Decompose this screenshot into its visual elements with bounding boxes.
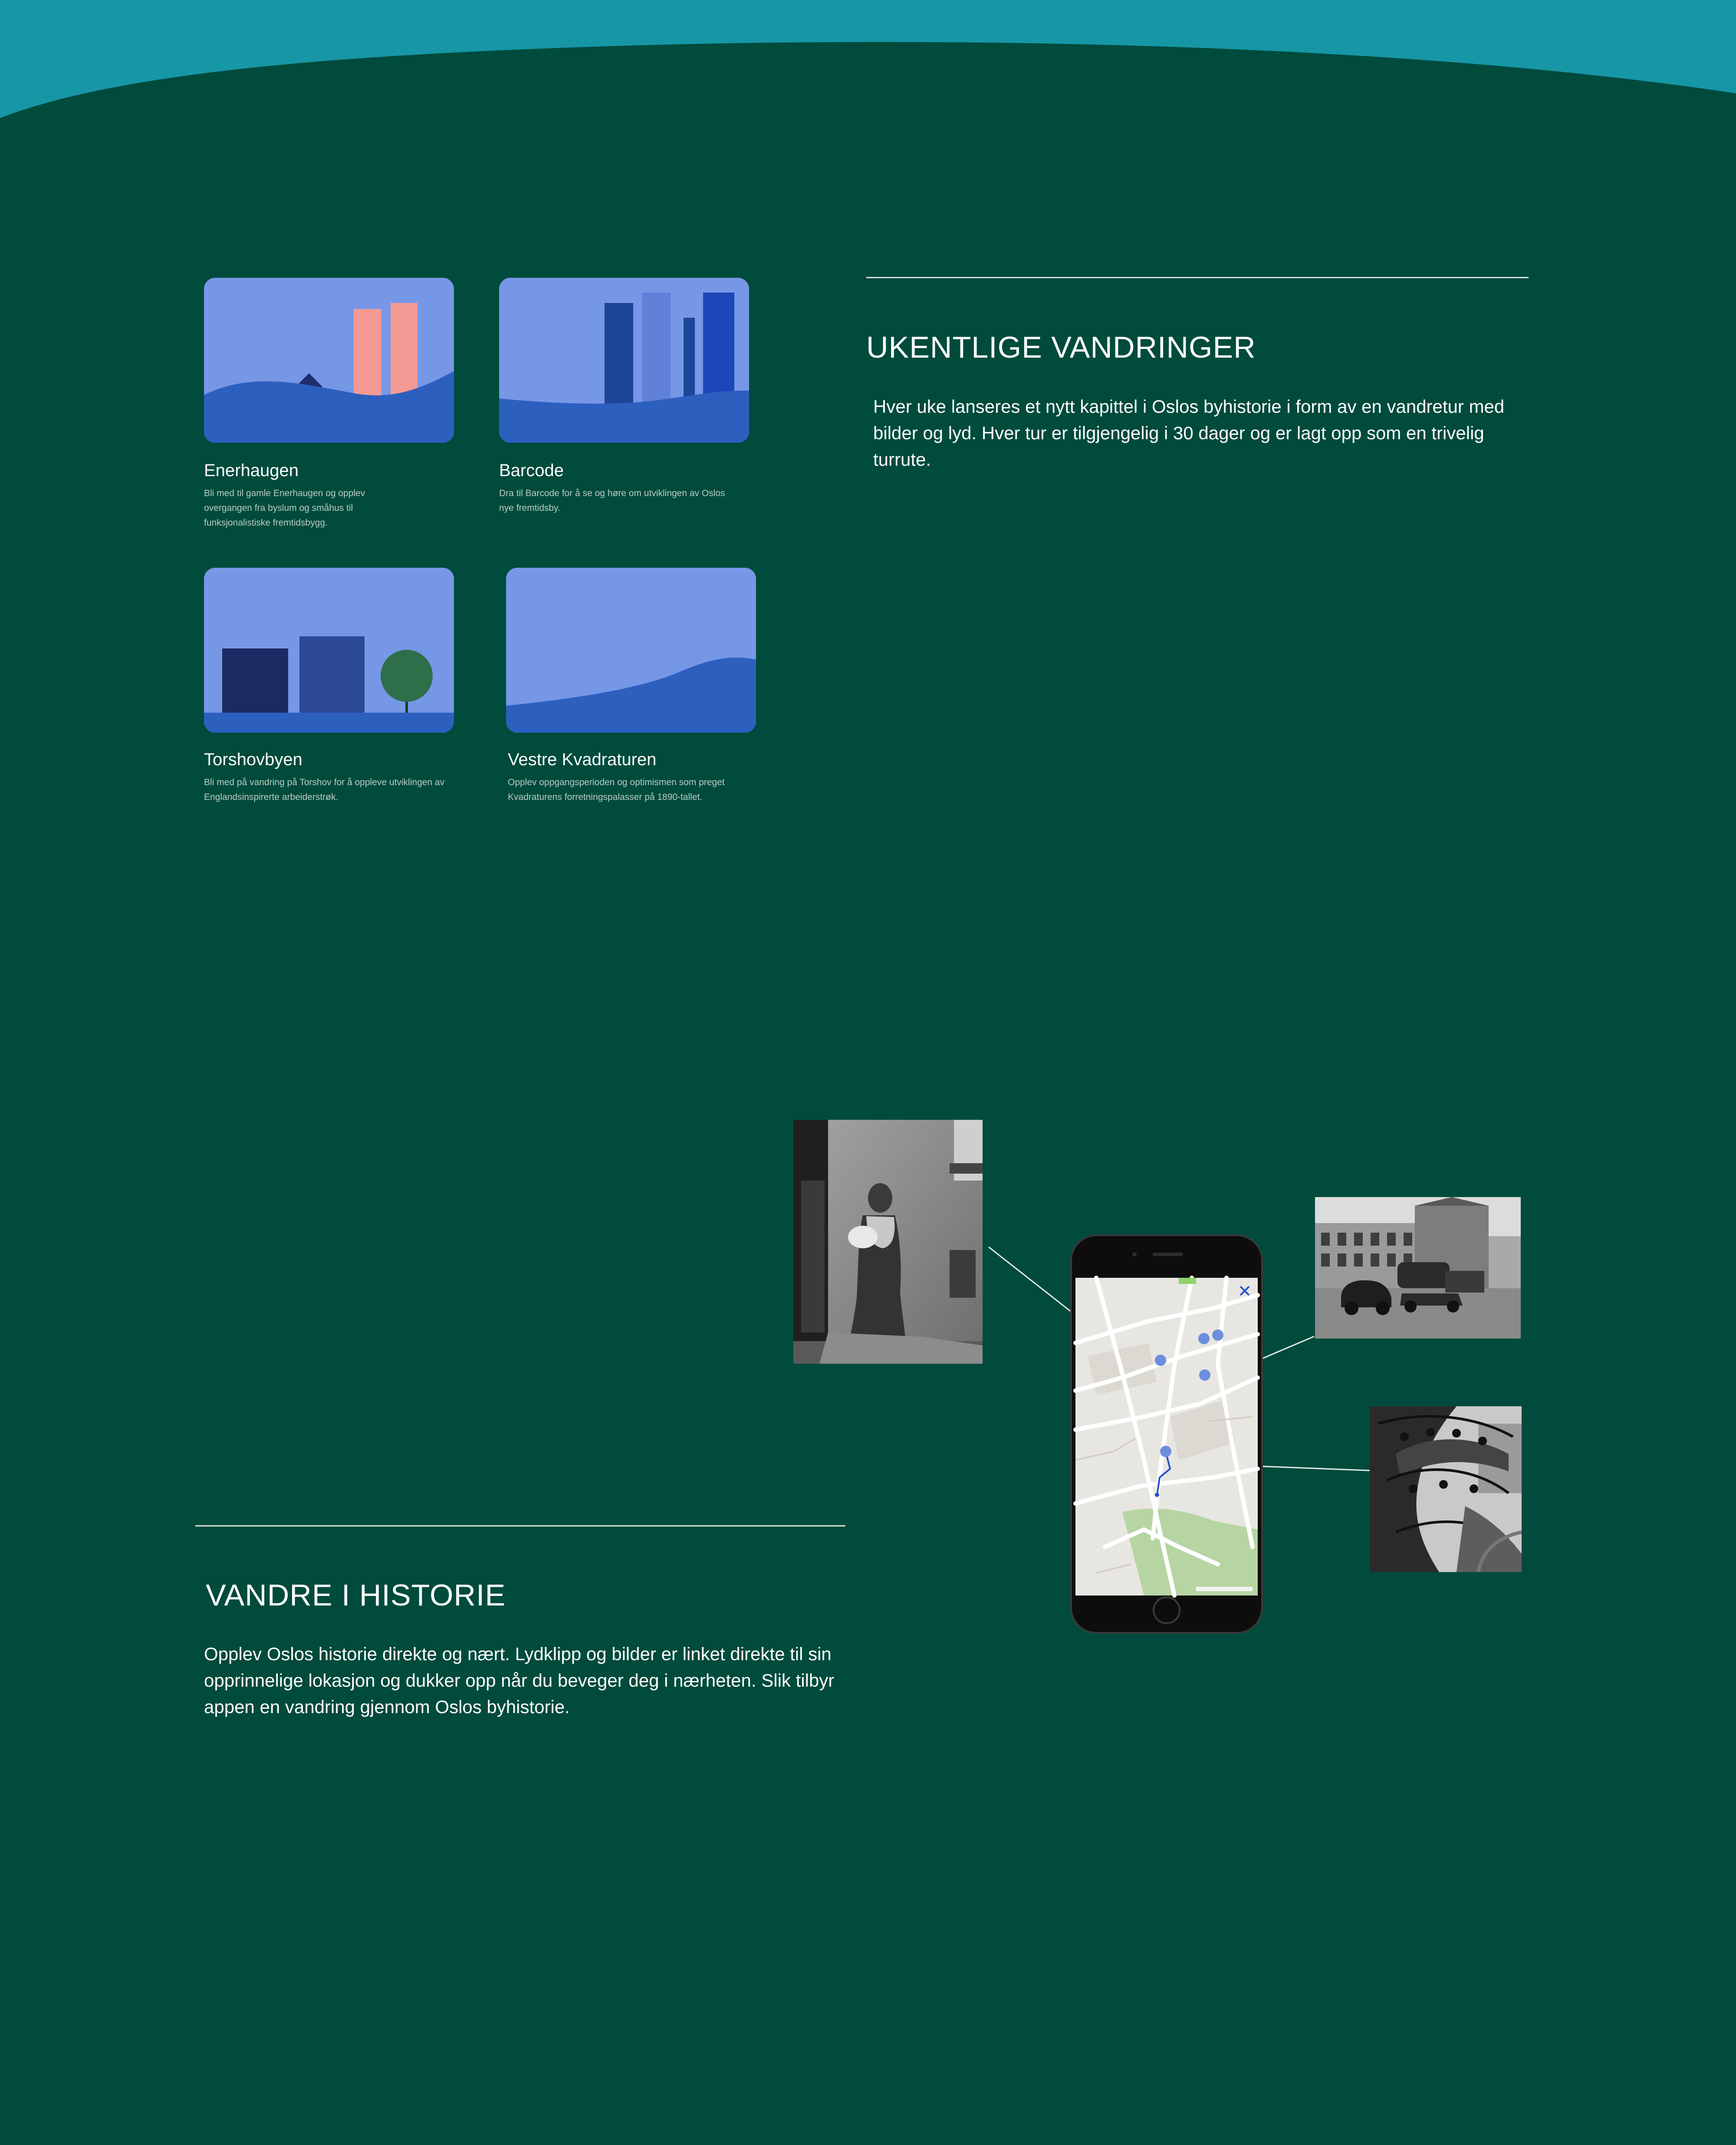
history-body: Opplev Oslos historie direkte og nært. Lydklipp og bilder er linket direkte til sin opprinnelige lokasjon og dukker opp når du beveger deg i nærheten. Slik tilbyr appen en vandring gjennom Oslos byhistorie. xyxy=(204,1644,835,1717)
weekly-body: Hver uke lanseres et nytt kapittel i Oslos byhistorie i form av en vandretur med bilder og lyd. Hver tur er tilgjengelig i 30 dager og er lagt opp som en trivelig turrute. xyxy=(873,396,1505,470)
historic-photo-street-cars xyxy=(1315,1197,1521,1339)
card-description-torshovbyen: Bli med på vandring på Torshov for å oppleve utviklingen av Englandsinspirerte arbeiderstrøk. xyxy=(204,777,445,802)
card-description-vestre-kvadraturen: Opplev oppgangsperioden og optimismen som preget Kvadraturens forretningspalasser på 1890-tallet. xyxy=(508,777,725,802)
card-thumbnail-enerhaugen[interactable] xyxy=(204,278,454,443)
weekly-heading: UKENTLIGE VANDRINGER xyxy=(866,330,1256,364)
history-heading: VANDRE I HISTORIE xyxy=(206,1578,506,1612)
top-wave-band xyxy=(0,0,1736,126)
phone-map-mockup xyxy=(1070,1234,1263,1634)
card-title-torshovbyen[interactable]: Torshovbyen xyxy=(204,750,302,769)
historic-photo-spiral-staircase xyxy=(1370,1406,1522,1572)
weekly-divider xyxy=(866,277,1529,278)
barcode-illustration xyxy=(499,278,749,443)
vestre-kvadraturen-illustration xyxy=(506,568,756,733)
history-divider xyxy=(195,1525,845,1527)
card-description-enerhaugen: Bli med til gamle Enerhaugen og opplev overgangen fra byslum og småhus til funksjonalistiske fremtidsbygg. xyxy=(204,488,365,528)
card-description-barcode: Dra til Barcode for å se og høre om utviklingen av Oslos nye fremtidsby. xyxy=(499,488,725,513)
torshovbyen-illustration xyxy=(204,568,454,733)
card-thumbnail-torshovbyen[interactable] xyxy=(204,568,454,733)
enerhaugen-illustration xyxy=(204,278,454,443)
card-thumbnail-barcode[interactable] xyxy=(499,278,749,443)
card-title-vestre-kvadraturen[interactable]: Vestre Kvadraturen xyxy=(508,750,657,769)
card-title-barcode[interactable]: Barcode xyxy=(499,461,564,480)
card-title-enerhaugen[interactable]: Enerhaugen xyxy=(204,461,299,480)
historic-photo-woman-doorway xyxy=(793,1120,983,1364)
card-thumbnail-vestre-kvadraturen[interactable] xyxy=(506,568,756,733)
